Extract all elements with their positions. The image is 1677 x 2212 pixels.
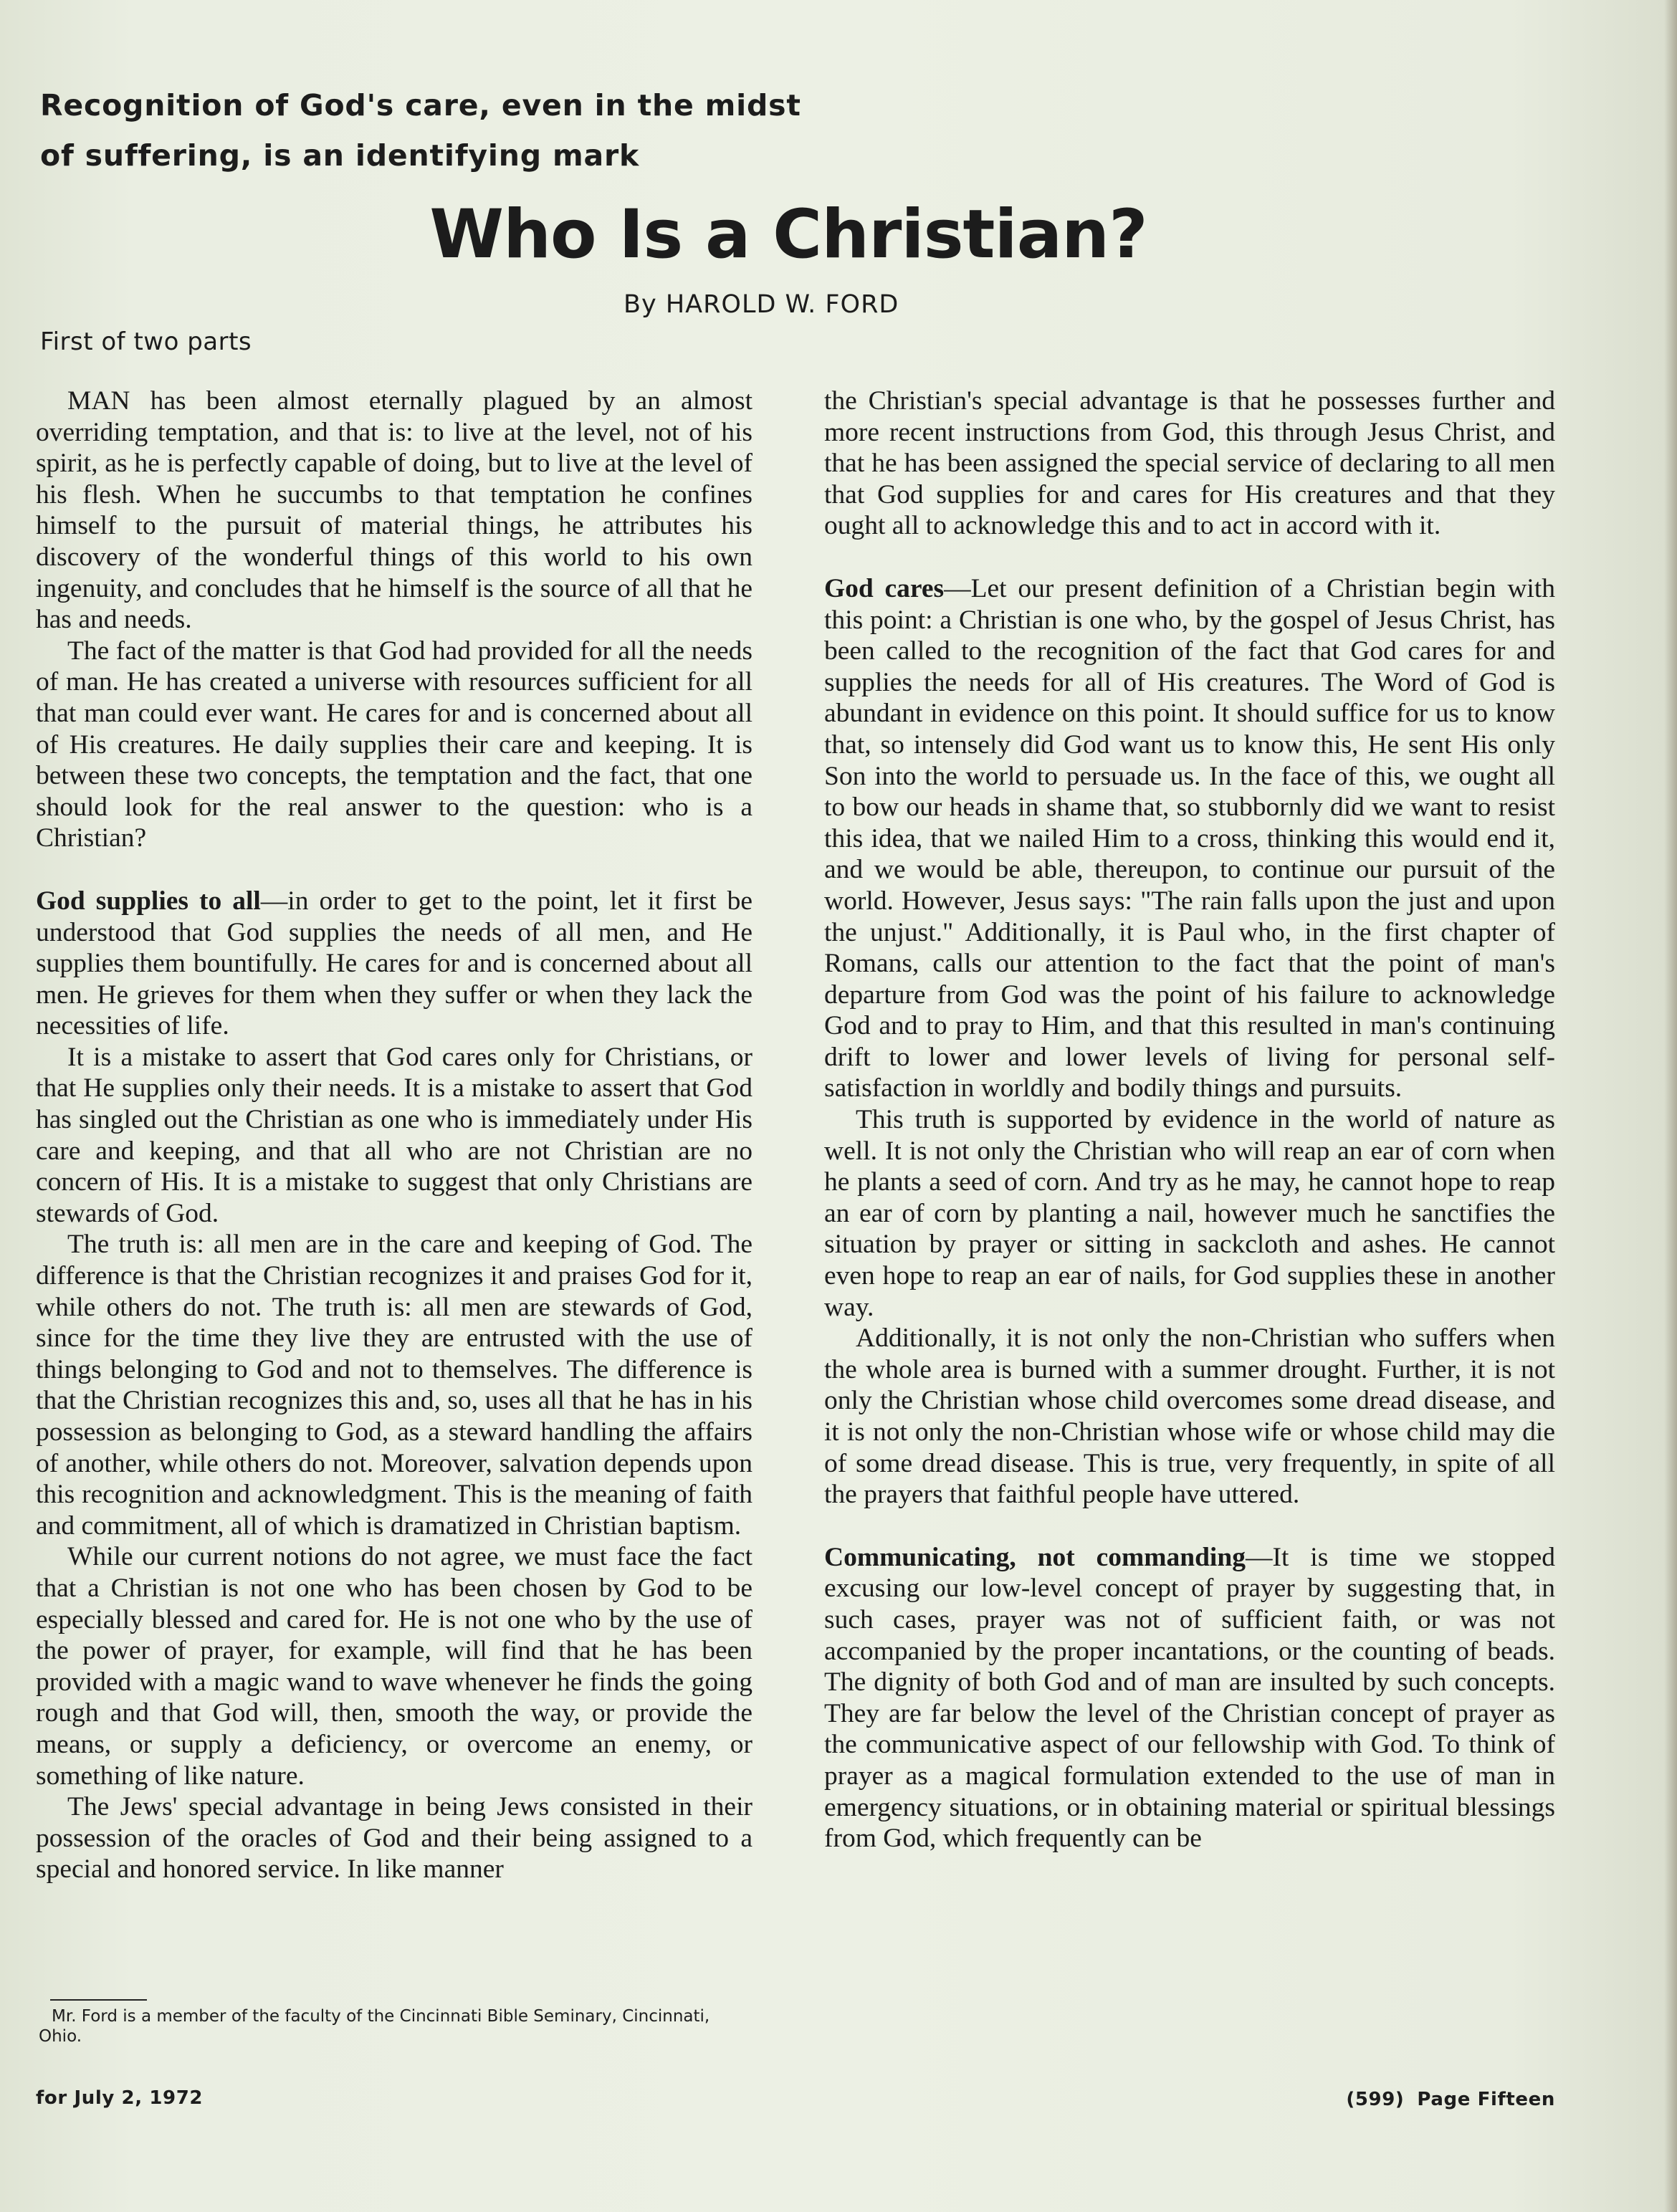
section-subhead: God cares [824,573,945,603]
left-column [36,386,752,1885]
article-title: Who Is a Christian? [429,196,1147,274]
section-text: —Let our present definition of a Christian begin with this point: a Christian is one who, by the gospel of Jesus Christ, has been called to the recognition of the fact that God cares for and supplies the needs for all of His creatures. The Word of God is abundant in evidence on this point. It should suffice for us to know that, so intensely did God want us to know this, He sent His only Son into the world to persuade us. In the face of this, we ought all to bow our heads in shame that, so stubbornly did we want to resist this idea, that we nailed Him to a cross, thinking this would end it, and we would be able, thereupon, to continue our pursuit of the world. However, Jesus says: "The rain falls upon the just and upon the unjust." Additionally, it is Paul who, in the first chapter of Romans, calls our attention to the fact that the point of man's departure from God was the point of his failure to acknowledge God and to pray to Him, and that this resulted in man's continuing drift to lower and lower levels of living for personal self-satisfaction in worldly and bodily things and pursuits. [824,573,1555,1103]
paragraph: MAN has been almost eternally plagued by an almost overriding temptation, and that is: to live at the level, not of his spirit, as he is perfectly capable of doing, but to live at the level of his flesh. When he succumbs to that temptation he confines himself to the pursuit of material things, he attributes his discovery of the wonderful things of this world to his own ingenuity, and concludes that he himself is the source of all that he has and needs. [36,386,752,635]
author-footnote: Mr. Ford is a member of the faculty of the Cincinnati Bible Seminary, Cincinnati, Ohio. [39,2007,710,2046]
paragraph: The Jews' special advantage in being Jews consisted in their possession of the oracles of God and their being assigned to a special and honored service. In like manner [36,1792,752,1885]
section-text: —It is time we stopped excusing our low-level concept of prayer by suggesting that, in such cases, prayer was not of sufficient faith, or was not accompanied by the proper incantations, or the counting of beads. The dignity of both God and of man are insulted by such concepts. They are far below the level of the Christian concept of prayer as the communicative aspect of our fellowship with God. To think of prayer as a magical formulation extended to the use of man in emergency situations, or in obtaining material or spiritual blessings from God, which frequently can be [824,1542,1556,1854]
paragraph: This truth is supported by evidence in the world of nature as well. It is not only the Christian who will reap an ear of corn when he plants a seed of corn. And try as he may, he cannot hope to reap an ear of corn by planting a nail, however much he sanctifies the situation by prayer or sitting in sackcloth and ashes. He cannot even hope to reap an ear of nails, for God supplies these in another way. [824,1105,1555,1322]
right-column [824,386,1555,1854]
footnote-divider [50,1999,147,2001]
section-text: —in order to get to the point, let it first be understood that God supplies the needs of all men, and He supplies them bountifully. He cares for and is concerned about all men. He grieves for them when they suffer or when they lack the necessities of life. [36,886,752,1041]
page-folio [1346,2085,1555,2114]
page-label: Page Fifteen [1417,2089,1555,2110]
paragraph: the Christian's special advantage is that he possesses further and more recent instructions from God, this through Jesus Christ, and that he has been assigned the special service of declaring to all men that God supplies for and cares for His creatures and that they ought all to acknowledge this and to act in accord with it. [824,386,1555,541]
series-note: First of two parts [40,327,252,356]
paragraph: It is a mistake to assert that God cares only for Christians, or that He supplies only their needs. It is a mistake to assert that God has singled out the Christian as one who is immediately under His care and keeping, and that all who are not Christian are no concern of His. It is a mistake to suggest that only Christians are stewards of God. [36,1042,752,1228]
article-kicker: Recognition of God's care, even in the midst of suffering, is an identifying mark [40,88,801,173]
paragraph: The fact of the matter is that God had provided for all the needs of man. He has created a universe with resources sufficient for all that man could ever want. He cares for and is concerned about all of His creatures. He daily supplies their care and keeping. It is between these two concepts, the temptation and the fact, that one should look for the real answer to the question: who is a Christian? [36,636,752,853]
section-paragraph [824,1542,1555,1854]
section-paragraph [824,573,1555,1104]
article-byline: By HAROLD W. FORD [624,290,899,319]
paragraph: The truth is: all men are in the care and keeping of God. The difference is that the Christian recognizes it and praises God for it, while others do not. The truth is: all men are stewards of God, since for the time they live they are entrusted with the use of things belonging to God and not to themselves. The difference is that the Christian recognizes this and, so, uses all that he has in his possession as belonging to God, as a steward handling the affairs of another, while others do not. Moreover, salvation depends upon this recognition and acknowledgment. This is the meaning of faith and commitment, all of which is dramatized in Christian baptism. [36,1230,752,1541]
section-paragraph [36,886,752,1042]
paragraph: Additionally, it is not only the non-Christian who suffers when the whole area is burned with a summer drought. Further, it is not only the Christian whose child overcomes some dread disease, and it is not only the non-Christian whose wife or whose child may die of some dread disease. This is true, very frequently, in spite of all the prayers that faithful people have uttered. [824,1323,1555,1510]
paragraph: While our current notions do not agree, we must face the fact that a Christian is not one who has been chosen by God to be especially blessed and cared for. He is not one who by the use of the power of prayer, for example, will find that he has been provided with a magic wand to wave whenever he finds the going rough and that God will, then, smooth the way, or provide the means, or supply a deficiency, or overcome an enemy, or something of like nature. [36,1542,752,1791]
page-edge-shadow [1664,0,1677,2212]
page-sequence-number: (599) [1346,2089,1405,2110]
section-subhead: God supplies to all [36,886,261,916]
section-subhead: Communicating, not commanding [824,1542,1246,1572]
issue-date: for July 2, 1972 [36,2087,204,2109]
